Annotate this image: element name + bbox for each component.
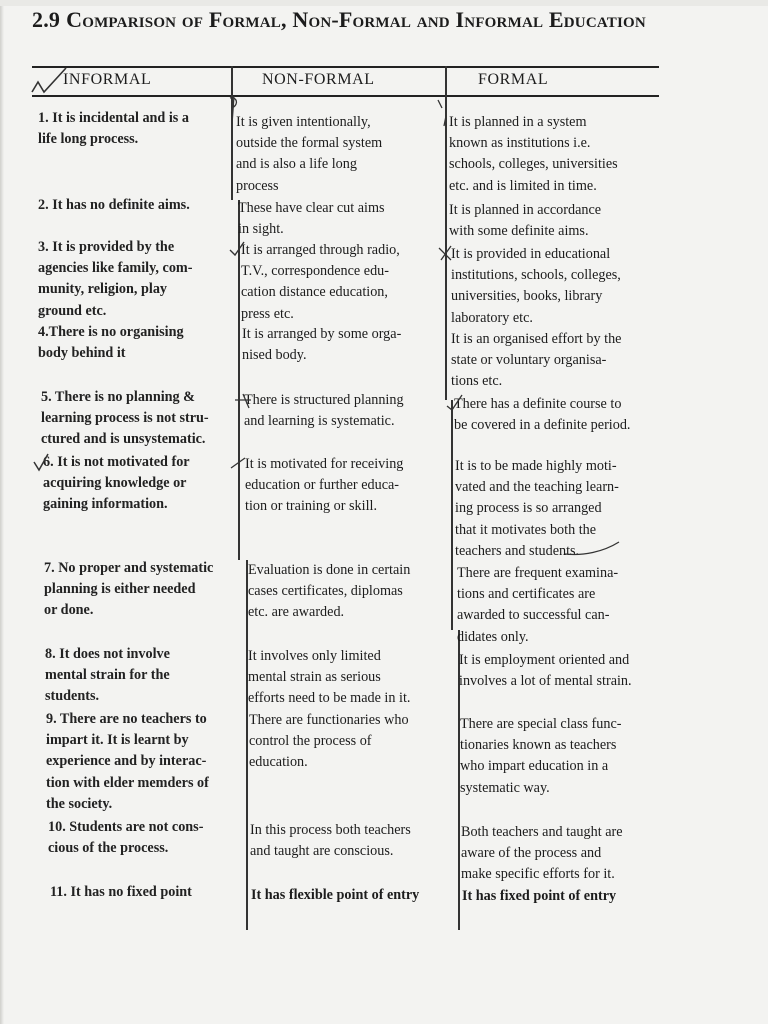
text-line: 9. There are no teachers to bbox=[46, 711, 207, 727]
text-line: vated and the teaching learn- bbox=[455, 479, 619, 496]
row-1-formal bbox=[449, 112, 618, 197]
text-line: ing process is so arranged bbox=[455, 500, 602, 517]
row-1-nonformal bbox=[236, 112, 382, 197]
text-line: learning process is not stru- bbox=[41, 410, 209, 427]
section-title: Comparison of Formal, Non-Formal and Informal Education bbox=[66, 7, 646, 32]
text-line: cious of the process. bbox=[48, 840, 169, 857]
row-4-nonformal bbox=[242, 324, 401, 366]
row-3-formal bbox=[451, 244, 621, 329]
section-number: 2.9 bbox=[32, 7, 61, 32]
text-line: 7. No proper and systematic bbox=[44, 560, 214, 576]
text-line: nised body. bbox=[242, 347, 307, 364]
row-5-informal bbox=[41, 387, 209, 451]
text-line: systematic way. bbox=[460, 779, 550, 796]
text-line: laboratory etc. bbox=[451, 309, 533, 326]
text-line: munity, religion, play bbox=[38, 281, 168, 298]
column-divider-2-lower bbox=[451, 400, 453, 630]
text-line: involves a lot of mental strain. bbox=[459, 673, 632, 690]
text-line: who impart education in a bbox=[460, 758, 609, 775]
text-line: 3. It is provided by the bbox=[38, 239, 175, 255]
row-6-nonformal bbox=[245, 454, 403, 518]
column-header-formal: FORMAL bbox=[478, 71, 549, 88]
row-9-nonformal bbox=[249, 710, 409, 774]
row-8-informal bbox=[45, 644, 170, 708]
text-line: It is arranged through radio, bbox=[241, 242, 400, 258]
text-line: make specific efforts for it. bbox=[461, 866, 615, 883]
text-line: There is structured planning bbox=[244, 392, 404, 408]
table-top-rule bbox=[32, 66, 659, 68]
text-line: 4.There is no organising bbox=[38, 324, 184, 340]
text-line: cation distance education, bbox=[241, 284, 388, 301]
row-3-nonformal bbox=[241, 240, 400, 325]
row-10-nonformal bbox=[250, 820, 411, 862]
text-line: Evaluation is done in certain bbox=[248, 562, 411, 578]
text-line: that it motivates both the bbox=[455, 521, 597, 538]
row-8-nonformal bbox=[248, 646, 410, 710]
pen-tick-row5 bbox=[233, 390, 253, 410]
text-line: awarded to successful can- bbox=[457, 607, 610, 624]
text-line: didates only. bbox=[457, 628, 529, 645]
text-line: impart it. It is learnt by bbox=[46, 732, 189, 749]
text-line: and learning is systematic. bbox=[244, 413, 395, 430]
text-line: It is planned in accordance bbox=[449, 202, 602, 218]
text-line: 8. It does not involve bbox=[45, 646, 170, 662]
text-line: It has fixed point of entry bbox=[462, 888, 617, 904]
page-edge-shadow bbox=[0, 0, 4, 1024]
text-line: 6. It is not motivated for bbox=[43, 454, 190, 470]
text-line: 10. Students are not cons- bbox=[48, 819, 204, 835]
text-line: tion with elder memders of bbox=[46, 774, 209, 791]
text-line: teachers and students. bbox=[455, 542, 580, 559]
pen-tick-row1 bbox=[226, 94, 242, 130]
text-line: These have clear cut aims bbox=[238, 200, 385, 216]
pen-tick-row5-formal bbox=[444, 392, 464, 412]
text-line: universities, books, library bbox=[451, 288, 603, 305]
text-line: education or further educa- bbox=[245, 477, 400, 494]
text-line: process bbox=[236, 177, 279, 194]
text-line: It is motivated for receiving bbox=[245, 456, 404, 472]
text-line: It has flexible point of entry bbox=[251, 887, 420, 903]
text-line: In this process both teachers bbox=[250, 822, 411, 838]
text-line: life long process. bbox=[38, 131, 139, 148]
row-4-formal bbox=[451, 329, 621, 393]
row-8-formal bbox=[459, 650, 632, 692]
pen-tick-row6-nonformal bbox=[229, 454, 247, 474]
text-line: ground etc. bbox=[38, 302, 107, 319]
pen-tick-row1-formal bbox=[436, 98, 450, 128]
text-line: There are functionaries who bbox=[249, 712, 409, 728]
row-7-nonformal bbox=[248, 560, 410, 624]
text-line: ctured and is unsystematic. bbox=[41, 431, 206, 448]
text-line: tions etc. bbox=[451, 373, 503, 390]
row-7-formal bbox=[457, 563, 618, 648]
text-line: in sight. bbox=[238, 221, 284, 238]
text-line: mental strain as serious bbox=[248, 669, 381, 686]
row-4-informal bbox=[38, 322, 184, 364]
text-line: control the process of bbox=[249, 733, 372, 750]
text-line: education. bbox=[249, 754, 308, 771]
text-line: efforts need to be made in it. bbox=[248, 690, 411, 707]
text-line: the society. bbox=[46, 795, 113, 812]
text-line: with some definite aims. bbox=[449, 223, 589, 240]
text-line: 5. There is no planning & bbox=[41, 389, 196, 405]
text-line: It is arranged by some orga- bbox=[242, 326, 402, 342]
text-line: T.V., correspondence edu- bbox=[241, 263, 389, 280]
pen-tick-header bbox=[30, 66, 70, 96]
text-line: 2. It has no definite aims. bbox=[38, 197, 190, 213]
text-line: body behind it bbox=[38, 345, 126, 362]
text-line: It is an organised effort by the bbox=[451, 331, 622, 347]
text-line: outside the formal system bbox=[236, 135, 383, 152]
text-line: aware of the process and bbox=[461, 845, 602, 862]
text-line: be covered in a definite period. bbox=[454, 417, 631, 434]
pen-tick-row3 bbox=[228, 240, 246, 258]
row-5-nonformal bbox=[244, 390, 404, 432]
row-5-formal bbox=[454, 394, 630, 436]
row-1-informal bbox=[38, 108, 189, 150]
text-line: It is planned in a system bbox=[449, 114, 587, 130]
text-line: There are special class func- bbox=[460, 716, 622, 732]
text-line: There has a definite course to bbox=[454, 396, 622, 412]
text-line: gaining information. bbox=[43, 496, 168, 513]
text-line: tionaries known as teachers bbox=[460, 737, 617, 754]
text-line: experience and by interac- bbox=[46, 753, 207, 770]
text-line: It is provided in educational bbox=[451, 246, 611, 262]
column-header-nonformal: NON-FORMAL bbox=[262, 71, 375, 88]
row-2-nonformal bbox=[238, 198, 385, 240]
row-10-formal bbox=[461, 822, 623, 886]
text-line: It is employment oriented and bbox=[459, 652, 630, 668]
row-2-informal bbox=[38, 195, 190, 216]
text-line: 1. It is incidental and is a bbox=[38, 110, 189, 126]
text-line: planning is either needed bbox=[44, 581, 196, 598]
row-3-informal bbox=[38, 237, 192, 322]
text-line: etc. and is limited in time. bbox=[449, 177, 597, 194]
text-line: press etc. bbox=[241, 305, 294, 322]
row-10-informal bbox=[48, 817, 203, 859]
column-header-informal: INFORMAL bbox=[63, 71, 152, 88]
text-line: and taught are conscious. bbox=[250, 843, 394, 860]
row-7-informal bbox=[44, 558, 213, 622]
pen-underline-row6-formal bbox=[563, 540, 623, 558]
text-line: students. bbox=[45, 688, 100, 705]
text-line: cases certificates, diplomas bbox=[248, 583, 403, 600]
text-line: or done. bbox=[44, 602, 94, 619]
row-11-informal bbox=[50, 882, 192, 903]
text-line: tion or training or skill. bbox=[245, 498, 378, 515]
text-line: It is given intentionally, bbox=[236, 114, 371, 130]
text-line: It involves only limited bbox=[248, 648, 381, 664]
text-line: tions and certificates are bbox=[457, 586, 596, 603]
text-line: It is to be made highly moti- bbox=[455, 458, 617, 474]
column-divider-1 bbox=[231, 66, 233, 200]
row-11-formal bbox=[462, 886, 616, 907]
row-11-nonformal bbox=[251, 885, 419, 906]
text-line: schools, colleges, universities bbox=[449, 156, 618, 173]
text-line: institutions, schools, colleges, bbox=[451, 267, 621, 284]
row-6-informal bbox=[43, 452, 190, 516]
row-9-informal bbox=[46, 709, 209, 815]
text-line: agencies like family, com- bbox=[38, 260, 193, 277]
text-line: etc. are awarded. bbox=[248, 604, 345, 621]
pen-tick-row6 bbox=[32, 452, 50, 472]
section-heading bbox=[32, 6, 732, 34]
row-2-formal bbox=[449, 200, 601, 242]
text-line: state or voluntary organisa- bbox=[451, 352, 607, 369]
text-line: and is also a life long bbox=[236, 156, 357, 173]
text-line: 11. It has no fixed point bbox=[50, 884, 192, 900]
table-header-rule bbox=[32, 95, 659, 97]
text-line: There are frequent examina- bbox=[457, 565, 619, 581]
pen-tick-row3-formal bbox=[437, 244, 455, 262]
text-line: known as institutions i.e. bbox=[449, 135, 591, 152]
text-line: acquiring knowledge or bbox=[43, 475, 187, 492]
row-9-formal bbox=[460, 714, 622, 799]
text-line: mental strain for the bbox=[45, 667, 170, 684]
text-line: Both teachers and taught are bbox=[461, 824, 623, 840]
